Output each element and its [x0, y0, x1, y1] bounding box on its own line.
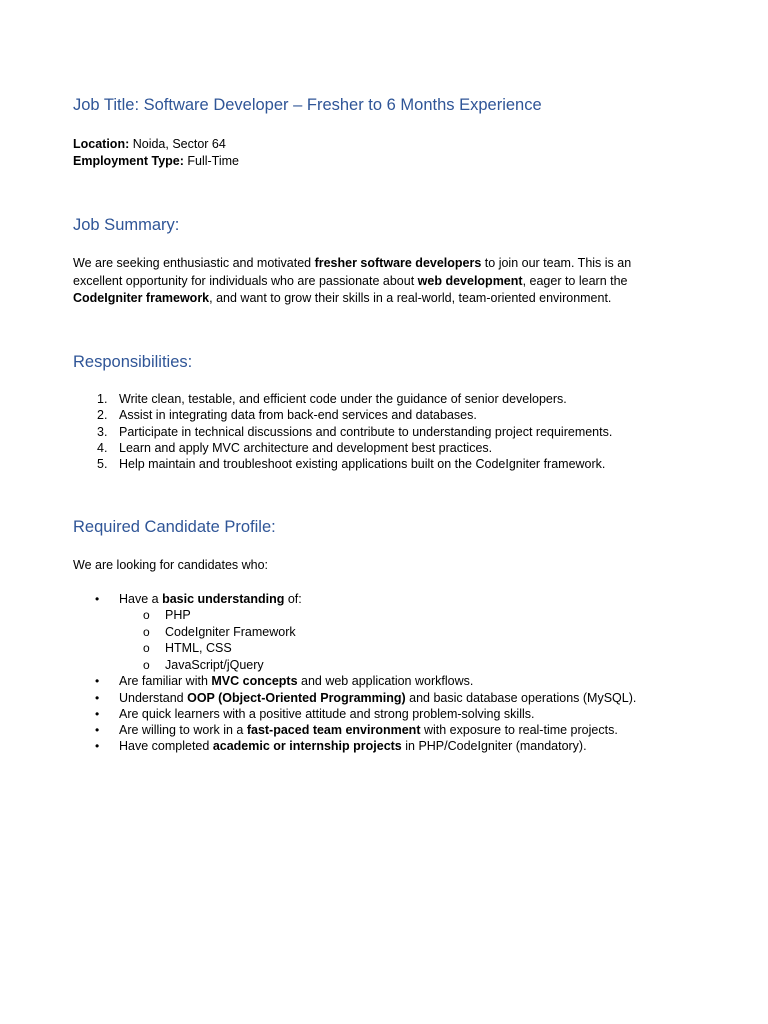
bullet-icon: • [95, 723, 100, 738]
list-item-text: Are quick learners with a positive attitude and strong problem-solving skills. [119, 706, 535, 721]
candidate-profile-intro: We are looking for candidates who: [73, 558, 269, 572]
list-item-text: Help maintain and troubleshoot existing applications built on the CodeIgniter framework. [119, 457, 606, 472]
list-number: 1. [97, 392, 108, 406]
bullet-icon: • [95, 739, 100, 754]
summary-text: , and want to grow their skills in a real-world, team-oriented environment. [209, 291, 612, 305]
list-item-text: Participate in technical discussions and contribute to understanding project requirements. [119, 424, 613, 439]
list-item-bold: basic understanding [162, 592, 285, 606]
employment-type-value: Full-Time [183, 154, 239, 168]
job-summary-paragraph [73, 255, 673, 308]
bullet-icon: • [95, 706, 100, 721]
list-item [73, 407, 612, 423]
employment-type-line [73, 153, 239, 170]
bullet-icon: • [95, 592, 100, 606]
list-item [73, 722, 636, 738]
sublist-item [119, 607, 636, 624]
location-line [73, 136, 226, 153]
responsibilities-heading: Responsibilities: [73, 353, 193, 371]
candidate-profile-list [73, 591, 636, 755]
list-item [73, 738, 636, 754]
list-item-text: Understand [119, 690, 188, 705]
candidate-profile-heading: Required Candidate Profile: [73, 518, 276, 536]
sub-bullet-icon: o [143, 641, 150, 656]
list-number: 4. [97, 440, 108, 455]
list-item [73, 456, 612, 472]
list-item-bold: OOP (Object-Oriented Programming) [187, 690, 406, 705]
skills-sublist [119, 607, 636, 673]
list-item [73, 690, 636, 706]
location-value: Noida, Sector 64 [129, 137, 226, 151]
list-item [73, 391, 612, 407]
list-number: 2. [97, 408, 108, 423]
list-number: 5. [97, 457, 108, 472]
employment-type-label: Employment Type: [73, 154, 184, 168]
list-item [73, 673, 636, 689]
list-item-text: Write clean, testable, and efficient code under the guidance of senior developers. [119, 392, 567, 406]
list-number: 3. [97, 424, 108, 439]
bullet-icon: • [95, 690, 100, 705]
sublist-item-text: HTML, CSS [165, 641, 232, 656]
sub-bullet-icon: o [143, 657, 150, 672]
bullet-icon: • [95, 674, 100, 689]
sublist-item [119, 640, 636, 657]
list-item-text: and web application workflows. [297, 674, 474, 689]
list-item-text: with exposure to real-time projects. [420, 723, 618, 738]
summary-bold: fresher software developers [314, 256, 482, 270]
job-title-heading: Job Title: Software Developer – Fresher to 6 Months Experience [73, 96, 542, 114]
location-label: Location: [73, 137, 130, 151]
summary-text: to join our team. This is an excellent opportunity for individuals who are passionate about [73, 256, 632, 288]
sublist-item [119, 657, 636, 674]
list-item-text: Are familiar with [119, 674, 212, 689]
summary-bold: CodeIgniter framework [73, 291, 210, 305]
list-item-text: Are willing to work in a [119, 723, 247, 738]
list-item-bold: academic or internship projects [212, 739, 402, 754]
summary-text: , eager to learn the [522, 273, 628, 288]
list-item [73, 440, 612, 456]
list-item-text: Have a [119, 592, 163, 606]
summary-text: We are seeking enthusiastic and motivated [73, 256, 315, 270]
list-item-text: of: [284, 592, 302, 606]
summary-bold: web development [417, 273, 523, 288]
list-item-text: in PHP/CodeIgniter (mandatory). [401, 739, 587, 754]
sub-bullet-icon: o [143, 608, 150, 623]
sublist-item-text: PHP [165, 608, 191, 623]
list-item-text: Assist in integrating data from back-end services and databases. [119, 408, 477, 423]
list-item [73, 591, 636, 673]
list-item-text: Learn and apply MVC architecture and development best practices. [119, 440, 493, 455]
job-summary-heading: Job Summary: [73, 216, 180, 234]
list-item-text: Have completed [119, 739, 213, 754]
sublist-item-text: CodeIgniter Framework [165, 624, 296, 639]
sub-bullet-icon: o [143, 624, 150, 639]
sublist-item [119, 624, 636, 641]
list-item-bold: MVC concepts [211, 674, 298, 689]
sublist-item-text: JavaScript/jQuery [165, 657, 264, 672]
list-item-text: and basic database operations (MySQL). [405, 690, 637, 705]
list-item-bold: fast-paced team environment [246, 723, 421, 738]
responsibilities-list [73, 391, 612, 472]
list-item [73, 424, 612, 440]
list-item [73, 706, 636, 722]
